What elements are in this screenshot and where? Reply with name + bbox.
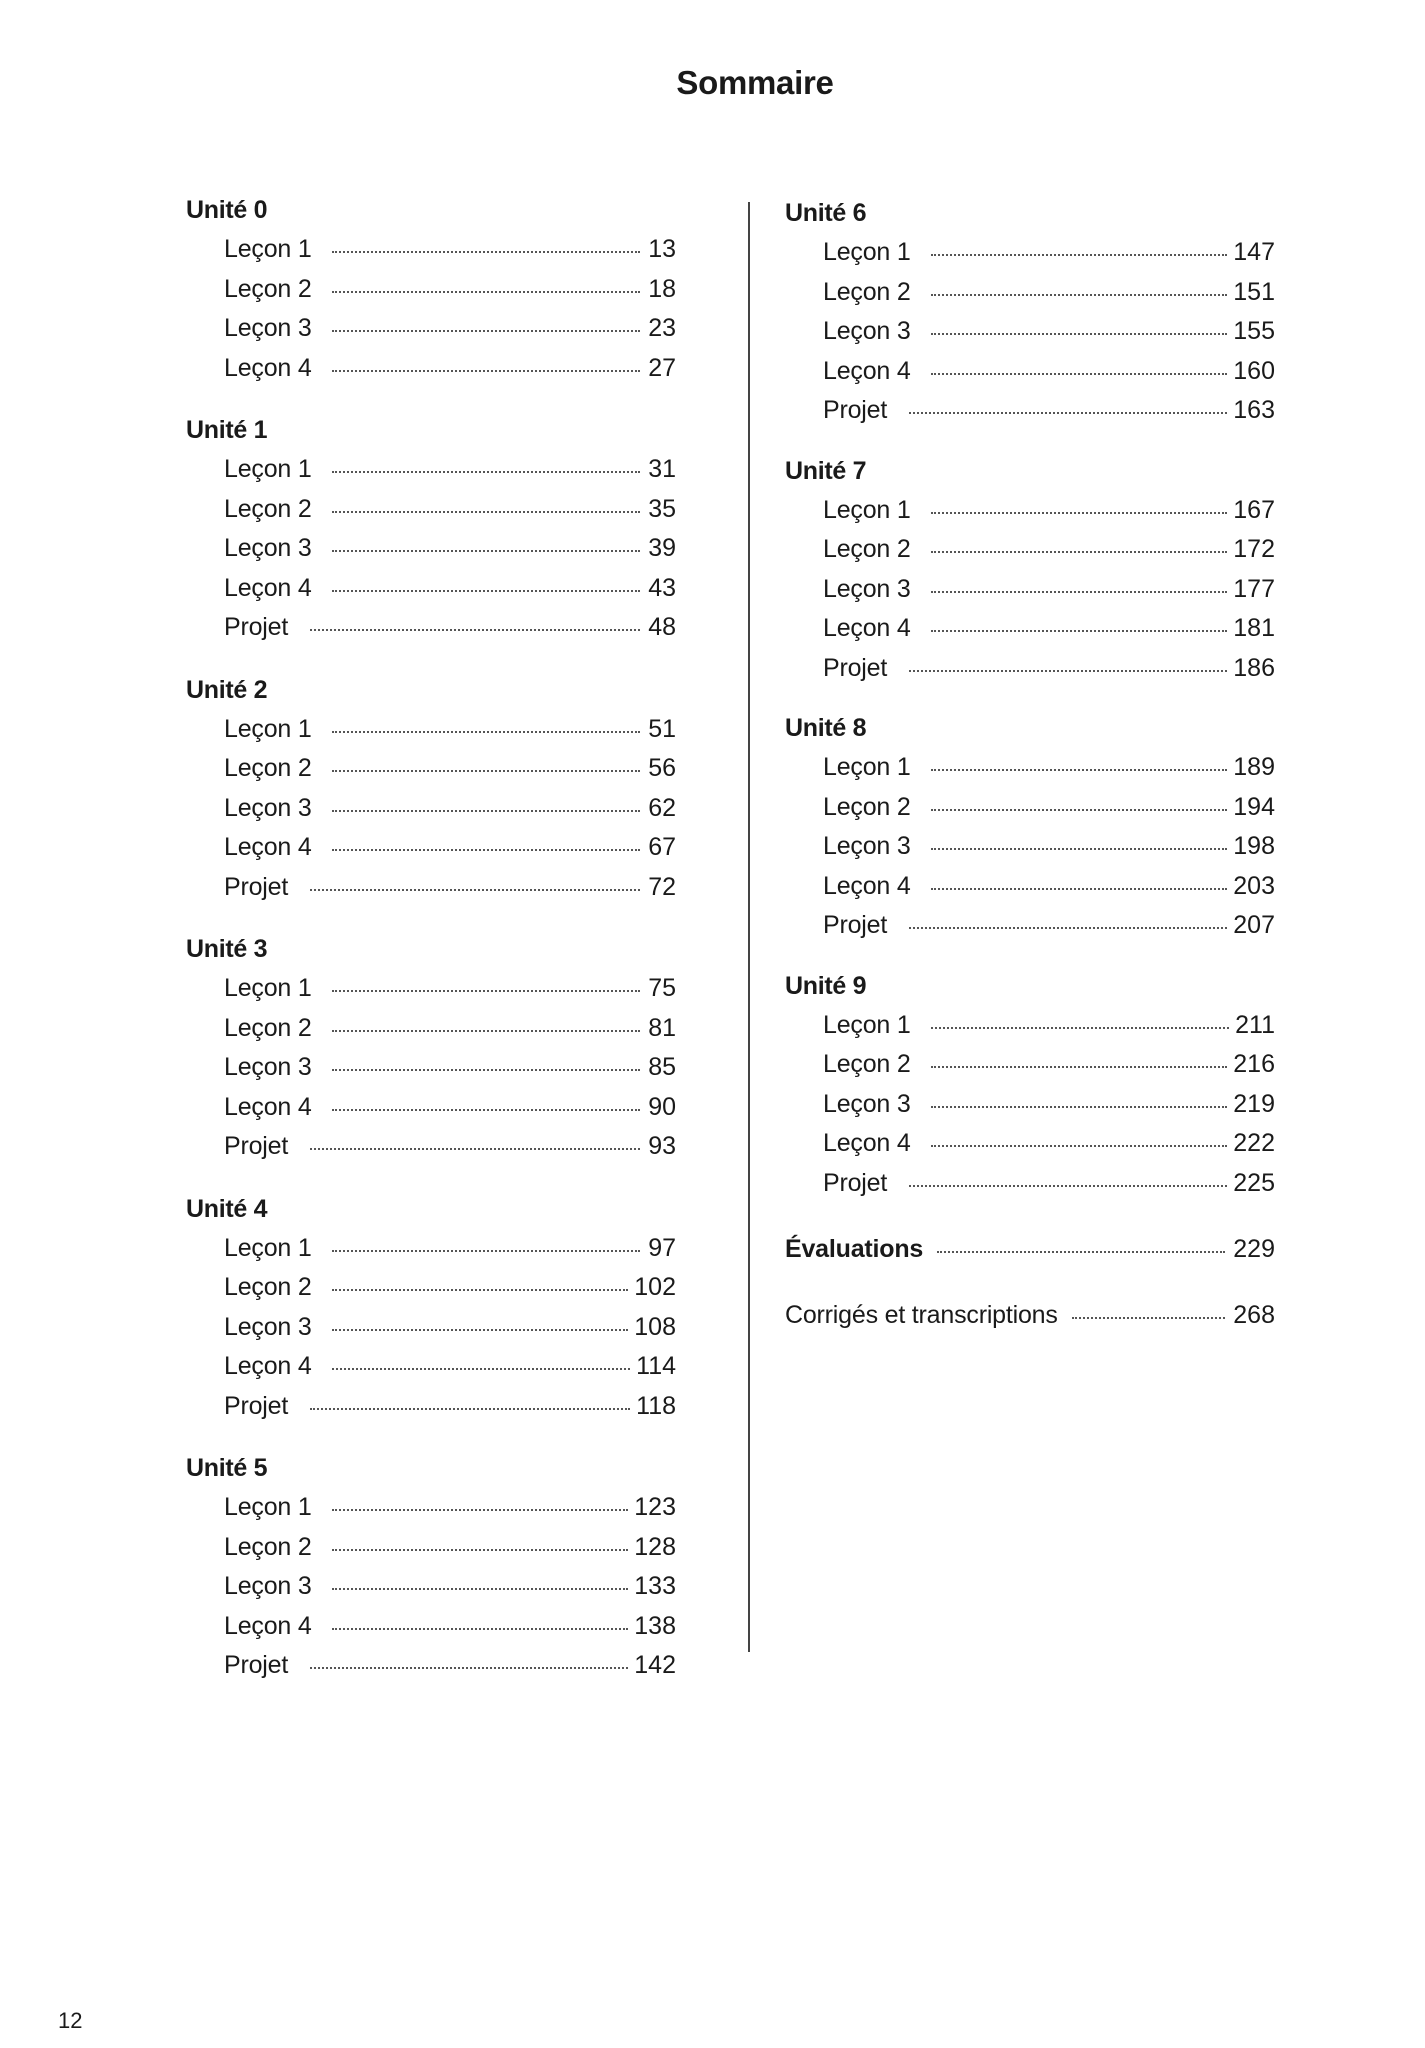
dot-leader [310,1408,630,1410]
toc-entry-page: 75 [648,974,676,1002]
dot-leader [332,251,640,253]
dot-leader [931,551,1228,553]
toc-entry[interactable] [785,609,1275,649]
toc-entry-label: Leçon 3 [823,1089,911,1118]
toc-entry[interactable] [785,827,1275,867]
toc-entry-label: Leçon 1 [224,1233,312,1262]
dot-leader [931,333,1228,335]
toc-entry-page: 219 [1233,1089,1275,1118]
toc-entry-page: 62 [648,793,676,822]
toc-entry-label: Leçon 1 [224,235,312,263]
toc-entry-page: 67 [648,833,676,861]
unit-title[interactable]: Unité 3 [186,935,268,963]
dot-leader [931,1106,1228,1108]
toc-entry-label: Projet [823,653,888,682]
dot-leader [332,1250,640,1252]
toc-entry-label: Leçon 2 [823,792,911,821]
toc-entry-page: 222 [1233,1129,1275,1157]
toc-entry-label: Leçon 3 [224,1312,312,1341]
dot-leader [310,629,640,631]
toc-entry[interactable] [785,748,1275,788]
toc-entry-label: Leçon 4 [224,353,312,382]
toc-extra-page: 268 [1233,1301,1275,1329]
toc-entry[interactable] [186,1567,676,1607]
dot-leader [310,889,640,891]
toc-entry-label: Leçon 4 [823,1129,911,1157]
toc-entry-page: 225 [1233,1168,1275,1197]
toc-entry[interactable] [186,789,676,829]
toc-entry-page: 31 [648,455,676,483]
toc-entry-label: Leçon 1 [224,1493,312,1521]
toc-entry[interactable] [186,1308,676,1348]
toc-unit [186,1448,676,1686]
page-title: Sommaire [676,64,834,101]
toc-entry-page: 186 [1233,653,1275,682]
column-divider [748,202,750,1652]
toc-left-column [186,190,676,1708]
toc-entry[interactable] [186,1347,676,1387]
dot-leader [931,294,1228,296]
dot-leader [332,1628,629,1630]
unit-title[interactable]: Unité 5 [186,1454,268,1482]
toc-entry[interactable] [785,352,1275,392]
dot-leader [909,927,1227,929]
toc-entry[interactable] [785,570,1275,610]
toc-entry-page: 90 [648,1092,676,1121]
dot-leader [931,512,1228,514]
toc-entry[interactable] [186,608,676,648]
toc-entry[interactable] [186,1088,676,1128]
toc-entry-label: Leçon 3 [224,1572,312,1600]
toc-entry-label: Leçon 2 [224,494,312,523]
toc-entry[interactable] [785,1045,1275,1085]
toc-entry-page: 123 [634,1493,676,1521]
toc-entry-page: 181 [1233,614,1275,642]
dot-leader [931,1027,1230,1029]
toc-entry[interactable] [186,450,676,490]
toc-entry[interactable] [785,788,1275,828]
dot-leader [332,990,640,992]
toc-entry[interactable] [785,530,1275,570]
toc-entry[interactable] [186,1009,676,1049]
toc-entry-label: Leçon 2 [823,1050,911,1078]
toc-entry-label: Projet [224,872,289,901]
toc-entry-label: Leçon 4 [224,833,312,861]
toc-entry[interactable] [186,1528,676,1568]
toc-unit [785,451,1275,689]
toc-entry[interactable] [186,1646,676,1686]
dot-leader [931,888,1228,890]
toc-entry-label: Leçon 2 [823,535,911,563]
toc-entry-page: 39 [648,534,676,562]
dot-leader [332,590,640,592]
toc-entry-label: Leçon 1 [224,455,312,483]
toc-unit [186,190,676,388]
toc-entry-page: 27 [648,353,676,382]
toc-entry-page: 48 [648,613,676,641]
toc-entry-label: Leçon 1 [823,495,911,524]
toc-entry-page: 118 [636,1391,676,1420]
toc-entry-label: Leçon 4 [224,1611,312,1640]
unit-title[interactable]: Unité 9 [785,971,867,1000]
dot-leader [332,1289,629,1291]
dot-leader [931,373,1228,375]
toc-entry-label: Leçon 4 [224,1092,312,1121]
toc-entry[interactable] [785,867,1275,907]
toc-entry[interactable] [186,230,676,270]
toc-entry[interactable] [186,309,676,349]
toc-entry-label: Projet [224,1651,289,1679]
toc-entry[interactable] [186,349,676,389]
unit-title[interactable]: Unité 8 [785,714,867,742]
toc-entry[interactable] [785,273,1275,313]
toc-entry[interactable] [785,491,1275,531]
toc-entry-page: 203 [1233,871,1275,900]
toc-entry-page: 133 [634,1572,676,1600]
toc-entry-page: 97 [648,1233,676,1262]
toc-entry[interactable] [186,529,676,569]
toc-entry-label: Leçon 1 [823,1010,911,1039]
dot-leader [332,370,640,372]
toc-entry[interactable] [785,1124,1275,1164]
dot-leader [909,412,1227,414]
toc-entry-label: Leçon 2 [224,1273,312,1301]
toc-entry[interactable] [186,969,676,1009]
toc-entry[interactable] [186,1387,676,1427]
dot-leader [931,1066,1228,1068]
toc-entry-label: Leçon 4 [823,356,911,385]
toc-unit [785,708,1275,946]
dot-leader [310,1148,640,1150]
toc-entry-label: Projet [224,613,289,641]
toc-entry[interactable] [186,1488,676,1528]
dot-leader [332,1109,640,1111]
toc-entry-page: 177 [1233,574,1275,603]
toc-entry-label: Leçon 1 [224,714,312,743]
toc-entry-label: Leçon 2 [224,1532,312,1561]
toc-entry[interactable] [186,1048,676,1088]
dot-leader [332,1368,631,1370]
toc-entry-page: 114 [636,1352,676,1380]
dot-leader [332,471,640,473]
toc-unit [785,966,1275,1204]
toc-entry[interactable] [186,1607,676,1647]
toc-entry-page: 56 [648,754,676,782]
toc-entry-page: 172 [1233,535,1275,563]
toc-entry-page: 72 [648,872,676,901]
dot-leader [332,291,640,293]
toc-entry-label: Leçon 2 [224,1013,312,1042]
toc-extra-entry[interactable] [785,1229,1275,1269]
toc-entry[interactable] [186,1268,676,1308]
toc-entry-page: 155 [1233,317,1275,345]
toc-entry-label: Leçon 4 [823,614,911,642]
dot-leader [332,1549,629,1551]
dot-leader [909,1185,1227,1187]
toc-entry-page: 102 [634,1273,676,1301]
toc-entry-page: 128 [634,1532,676,1561]
unit-title[interactable]: Unité 0 [186,196,268,224]
toc-unit [186,929,676,1167]
toc-entry-label: Leçon 2 [224,754,312,782]
toc-entry[interactable] [186,828,676,868]
toc-entry-page: 160 [1233,356,1275,385]
toc-entry-label: Leçon 1 [823,238,911,266]
toc-entry[interactable] [785,1085,1275,1125]
unit-title[interactable]: Unité 6 [785,199,867,227]
toc-entry-page: 163 [1233,396,1275,424]
toc-extra-entry[interactable] [785,1295,1275,1335]
toc-entry[interactable] [785,312,1275,352]
toc-entry[interactable] [785,1164,1275,1204]
toc-unit [785,193,1275,431]
unit-title[interactable]: Unité 4 [186,1194,268,1223]
dot-leader [310,1667,628,1669]
toc-extra-page: 229 [1233,1235,1275,1263]
dot-leader [332,770,640,772]
toc-entry[interactable] [186,1229,676,1269]
toc-entry-page: 216 [1233,1050,1275,1078]
toc-entry-page: 147 [1233,238,1275,266]
toc-unit [186,1189,676,1427]
dot-leader [931,254,1228,256]
dot-leader [931,1145,1228,1147]
toc-entry-page: 43 [648,573,676,602]
toc-entry-label: Leçon 3 [823,317,911,345]
dot-leader [332,1329,629,1331]
unit-title[interactable]: Unité 7 [785,456,867,485]
dot-leader [332,1588,629,1590]
toc-entry-label: Leçon 4 [224,573,312,602]
toc-entry[interactable] [186,710,676,750]
toc-entry[interactable] [186,749,676,789]
toc-entry-label: Leçon 4 [823,871,911,900]
toc-entry-page: 85 [648,1053,676,1081]
toc-entry-page: 93 [648,1132,676,1160]
toc-unit [186,410,676,648]
dot-leader [332,1069,640,1071]
dot-leader [332,810,640,812]
toc-extra-label: Évaluations [785,1235,924,1263]
toc-unit [186,670,676,908]
toc-entry-page: 51 [648,714,676,743]
toc-entry-page: 13 [648,235,676,263]
toc-entry[interactable] [785,906,1275,946]
toc-entry-label: Leçon 3 [823,832,911,860]
dot-leader [332,1030,640,1032]
dot-leader [931,848,1228,850]
toc-entry-page: 81 [648,1013,676,1042]
toc-entry-label: Projet [823,396,888,424]
toc-entry-label: Leçon 4 [224,1352,312,1380]
toc-entry[interactable] [785,1006,1275,1046]
toc-entry-label: Leçon 3 [224,793,312,822]
dot-leader [931,809,1228,811]
dot-leader [332,1509,629,1511]
toc-entry-label: Projet [224,1132,289,1160]
unit-title[interactable]: Unité 2 [186,675,268,704]
toc-entry-label: Leçon 3 [823,574,911,603]
unit-title[interactable]: Unité 1 [186,416,268,444]
dot-leader [332,550,640,552]
dot-leader [931,630,1228,632]
toc-entry[interactable] [186,1127,676,1167]
toc-entry-page: 142 [634,1651,676,1679]
toc-entry-page: 108 [634,1312,676,1341]
toc-entry-page: 189 [1233,753,1275,781]
toc-entry-page: 138 [634,1611,676,1640]
toc-entry[interactable] [186,569,676,609]
toc-entry-page: 198 [1233,832,1275,860]
toc-entry-label: Leçon 1 [224,974,312,1002]
toc-entry-label: Projet [823,911,888,939]
toc-entry-page: 167 [1233,495,1275,524]
toc-entry-label: Leçon 3 [224,534,312,562]
dot-leader [1072,1317,1226,1319]
dot-leader [909,670,1227,672]
dot-leader [931,591,1228,593]
toc-entry-label: Leçon 2 [823,277,911,306]
toc-entry-label: Leçon 3 [224,1053,312,1081]
dot-leader [332,849,640,851]
toc-entry-page: 207 [1233,911,1275,939]
toc-entry[interactable] [785,649,1275,689]
toc-right-column [785,193,1275,1335]
toc-entry-page: 35 [648,494,676,523]
page-number: 12 [58,2008,83,2033]
toc-extra-label: Corrigés et transcriptions [785,1301,1058,1329]
toc-entry[interactable] [785,233,1275,273]
toc-entry-page: 23 [648,314,676,342]
toc-entry-page: 151 [1233,277,1275,306]
toc-entry-label: Projet [224,1391,289,1420]
toc-entry-page: 18 [648,274,676,303]
toc-entry[interactable] [186,490,676,530]
toc-entry-label: Leçon 3 [224,314,312,342]
dot-leader [937,1251,1225,1253]
toc-entry-label: Leçon 1 [823,753,911,781]
dot-leader [332,731,640,733]
toc-entry[interactable] [186,868,676,908]
dot-leader [332,511,640,513]
toc-entry-page: 194 [1233,792,1275,821]
toc-entry-label: Leçon 2 [224,274,312,303]
toc-entry[interactable] [785,391,1275,431]
toc-entry-label: Projet [823,1168,888,1197]
toc-entry-page: 211 [1235,1010,1275,1039]
dot-leader [332,330,640,332]
toc-entry[interactable] [186,270,676,310]
dot-leader [931,769,1228,771]
